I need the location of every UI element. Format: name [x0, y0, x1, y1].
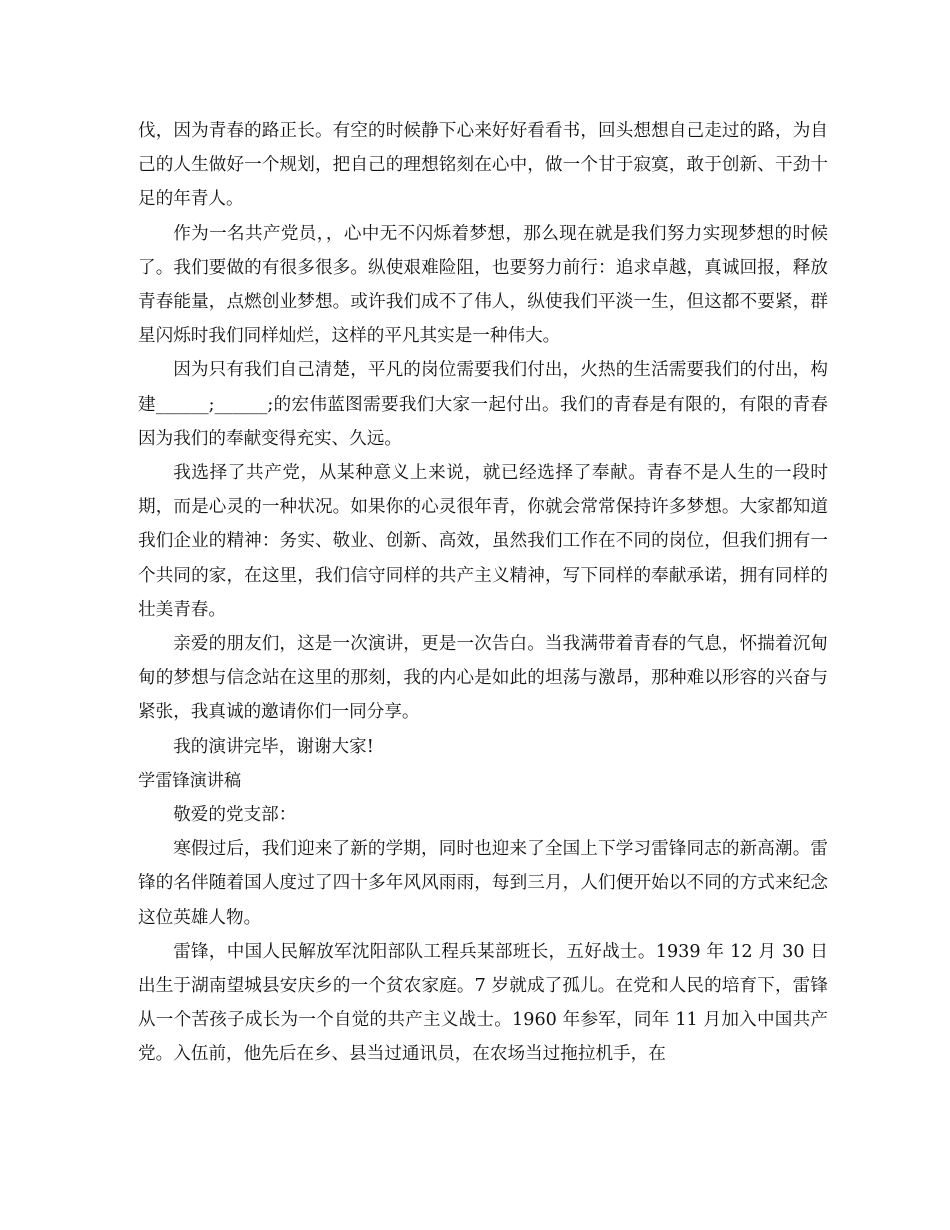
- paragraph: 亲爱的朋友们，这是一次演讲，更是一次告白。当我满带着青春的气息，怀揣着沉甸甸的梦想与信念站在这里的那刻，我的内心是如此的坦荡与激昂，那种难以形容的兴奋与紧张，我真诚的邀请你们一同分享。: [138, 634, 828, 723]
- salutation: 敬爱的党支部：: [173, 805, 297, 826]
- section-title: 学雷锋演讲稿: [138, 770, 242, 791]
- paragraph: 因为只有我们自己清楚，平凡的岗位需要我们付出，火热的生活需要我们的付出，构建______;______;的宏伟蓝图需要我们大家一起付出。我们的青春是有限的，有限的青春因为我们的奉献变得充实、久远。: [138, 360, 828, 449]
- paragraph: 作为一名共产党员，，心中无不闪烁着梦想，那么现在就是我们努力实现梦想的时候了。我们要做的有很多很多。纵使艰难险阻，也要努力前行：追求卓越，真诚回报，释放青春能量，点燃创业梦想。或许我们成不了伟人，纵使我们平淡一生，但这都不要紧，群星闪烁时我们同样灿烂，这样的平凡其实是一种伟大。: [138, 223, 828, 347]
- paragraph: 雷锋，中国人民解放军沈阳部队工程兵某部班长，五好战士。1939 年 12 月 30 日出生于湖南望城县安庆乡的一个贫农家庭。7 岁就成了孤儿。在党和人民的培育下，雷锋从一个苦孩子成长为一个自觉的共产主义战士。1960 年参军，同年 11 月加入中国共产党。入伍前，他先后在乡、县当过通讯员，在农场当过拖拉机手，在: [138, 941, 828, 1065]
- document-page: [138, 114, 828, 1072]
- paragraph: 我的演讲完毕，谢谢大家!: [173, 736, 374, 757]
- paragraph: 寒假过后，我们迎来了新的学期，同时也迎来了全国上下学习雷锋同志的新高潮。雷锋的名伴随着国人度过了四十多年风风雨雨，每到三月，人们便开始以不同的方式来纪念这位英雄人物。: [138, 839, 828, 928]
- paragraph: 伐，因为青春的路正长。有空的时候静下心来好好看看书，回头想想自己走过的路，为自己的人生做好一个规划，把自己的理想铭刻在心中，做一个甘于寂寞，敢于创新、干劲十足的年青人。: [138, 121, 828, 210]
- paragraph: 我选择了共产党，从某种意义上来说，就已经选择了奉献。青春不是人生的一段时期，而是心灵的一种状况。如果你的心灵很年青，你就会常常保持许多梦想。大家都知道我们企业的精神：务实、敬业、创新、高效，虽然我们工作在不同的岗位，但我们拥有一个共同的家，在这里，我们信守同样的共产主义精神，写下同样的奉献承诺，拥有同样的壮美青春。: [138, 463, 828, 620]
